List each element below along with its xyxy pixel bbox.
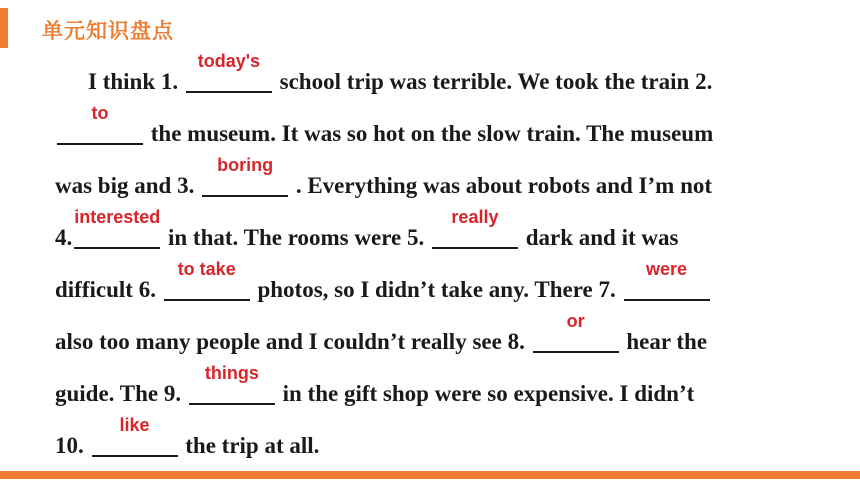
line-text: 4. bbox=[55, 225, 73, 250]
answer-text: really bbox=[451, 207, 499, 227]
answer-blank-8 bbox=[533, 311, 619, 353]
line-text: was big and 3. bbox=[55, 173, 201, 198]
answer-text: boring bbox=[217, 155, 274, 175]
line-text: the trip at all. bbox=[179, 433, 320, 458]
answer-blank-6 bbox=[164, 259, 250, 301]
answer-blank-4 bbox=[74, 207, 161, 249]
line-text: 10. bbox=[55, 433, 90, 458]
passage-line-7 bbox=[55, 363, 695, 414]
line-text: the museum. It was so hot on the slow train. The museum bbox=[145, 121, 714, 146]
answer-blank-2 bbox=[57, 103, 143, 145]
answer-text: things bbox=[204, 363, 259, 383]
line-text: difficult 6. bbox=[55, 277, 162, 302]
line-text: . Everything was about robots and I’m not bbox=[290, 173, 713, 198]
passage-line-4 bbox=[55, 207, 679, 258]
title-accent-bar bbox=[0, 8, 8, 48]
passage-line-5 bbox=[55, 259, 712, 310]
passage-line-1 bbox=[88, 51, 713, 102]
answer-text: or bbox=[566, 311, 585, 331]
answer-text: to bbox=[91, 103, 109, 123]
line-text: school trip was terrible. We took the train 2. bbox=[273, 69, 713, 94]
answer-blank-7 bbox=[624, 259, 710, 301]
answer-blank-9 bbox=[189, 363, 275, 405]
line-text: in that. The rooms were 5. bbox=[162, 225, 430, 250]
passage-line-2 bbox=[55, 103, 714, 154]
answer-text: were bbox=[645, 259, 688, 279]
line-text: hear the bbox=[620, 329, 708, 354]
answer-text: like bbox=[119, 415, 150, 435]
line-text: photos, so I didn’t take any. There 7. bbox=[251, 277, 622, 302]
answer-blank-5 bbox=[432, 207, 518, 249]
bottom-accent-bar bbox=[0, 471, 860, 479]
answer-text: today's bbox=[197, 51, 261, 71]
answer-blank-1 bbox=[186, 51, 272, 93]
answer-text: to take bbox=[177, 259, 236, 279]
line-text: in the gift shop were so expensive. I didn’t bbox=[276, 381, 695, 406]
line-text: I think 1. bbox=[88, 69, 184, 94]
line-text: also too many people and I couldn’t really see 8. bbox=[55, 329, 531, 354]
passage-line-6 bbox=[55, 311, 708, 362]
line-text: dark and it was bbox=[519, 225, 679, 250]
section-title: 单元知识盘点 bbox=[42, 19, 174, 43]
passage-line-3 bbox=[55, 155, 713, 206]
answer-blank-10 bbox=[92, 415, 178, 457]
answer-blank-3 bbox=[202, 155, 288, 197]
passage-line-8 bbox=[55, 415, 320, 466]
line-text: guide. The 9. bbox=[55, 381, 187, 406]
answer-text: interested bbox=[74, 207, 161, 227]
